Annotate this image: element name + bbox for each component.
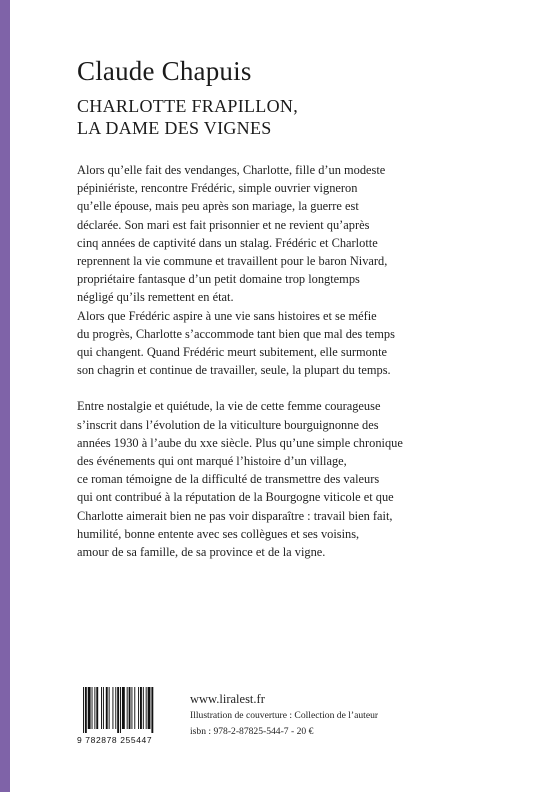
spine-band	[0, 0, 10, 792]
barcode-bar	[94, 687, 95, 729]
blurb-line: propriétaire fantasque d’un petit domaine trop longtemps	[77, 272, 360, 287]
barcode-bar	[96, 687, 98, 729]
blurb-paragraph-2	[77, 397, 492, 561]
barcode-bar	[146, 687, 147, 729]
barcode-bar	[134, 687, 135, 729]
barcode-bar	[148, 687, 151, 729]
author-name: Claude Chapuis	[77, 56, 252, 86]
isbn-price: isbn : 978-2-87825-544-7 - 20 €	[190, 726, 314, 737]
barcode-bar	[115, 687, 116, 729]
blurb-line: amour de sa famille, de sa province et de la vigne.	[77, 545, 326, 560]
blurb-line: qu’elle épouse, mais peu après son mariage, la guerre est	[77, 199, 359, 214]
book-title-line-2: LA DAME DES VIGNES	[77, 118, 272, 138]
blurb-line: cinq années de captivité dans un stalag. Frédéric et Charlotte	[77, 235, 378, 250]
blurb-paragraph-1	[77, 161, 492, 379]
blurb-line: pépiniériste, rencontre Frédéric, simple ouvrier vigneron	[77, 181, 358, 196]
publisher-info	[190, 690, 378, 740]
barcode-bar	[103, 687, 104, 729]
barcode-bar	[143, 687, 144, 729]
blurb-line: Charlotte aimerait bien ne pas voir disparaître : travail bien fait,	[77, 508, 393, 523]
barcode-bar	[127, 687, 128, 729]
blurb-line: humilité, bonne entente avec ses collègues et ses voisins,	[77, 526, 360, 541]
book-title	[77, 95, 298, 139]
barcode-bar	[85, 687, 87, 733]
blurb-line: ce roman témoigne de la difficulté de transmettre des valeurs	[77, 472, 380, 487]
barcode-bar	[112, 687, 113, 729]
barcode-bar	[83, 687, 84, 733]
barcode-bar	[117, 687, 119, 733]
blurb-line: s’inscrit dans l’évolution de la viticulture bourguignonne des	[77, 417, 379, 432]
barcode-digits: 9 782878 255447	[77, 735, 153, 745]
barcode-bar	[140, 687, 142, 729]
blurb-line: négligé qu’ils remettent en état.	[77, 290, 234, 305]
barcode-bar	[120, 687, 121, 733]
barcode-bar	[92, 687, 93, 729]
blurb-line: Alors que Frédéric aspire à une vie sans histoires et se méfie	[77, 308, 377, 323]
blurb-line: qui changent. Quand Frédéric meurt subitement, elle surmonte	[77, 345, 388, 360]
barcode-bar	[151, 687, 153, 733]
barcode-bar	[129, 687, 131, 729]
blurb-line: reprennent la vie commune et travaillent pour le baron Nivard,	[77, 254, 388, 269]
barcode-bar	[122, 687, 125, 729]
blurb-line: des événements qui ont marqué l’histoire d’un village,	[77, 454, 347, 469]
barcode-bar	[88, 687, 91, 729]
cover-credit: Illustration de couverture : Collection de l’auteur	[190, 710, 379, 721]
book-title-line-1: CHARLOTTE FRAPILLON,	[77, 96, 298, 116]
barcode-bar	[131, 687, 132, 729]
blurb-line: Entre nostalgie et quiétude, la vie de cette femme courageuse	[77, 399, 381, 414]
barcode-bar	[138, 687, 139, 729]
barcode-bars	[77, 687, 180, 733]
blurb-line: du progrès, Charlotte s’accommode tant bien que mal des temps	[77, 326, 395, 341]
blurb-line: Alors qu’elle fait des vendanges, Charlotte, fille d’un modeste	[77, 163, 386, 177]
paragraph-gap	[77, 379, 492, 397]
blurb-line: son chagrin et continue de travailler, seule, la plupart du temps.	[77, 363, 391, 378]
barcode-bar	[101, 687, 102, 729]
barcode-bar	[106, 687, 108, 729]
blurb-line: qui ont contribué à la réputation de la Bourgogne viticole et que	[77, 490, 394, 505]
barcode-bar	[109, 687, 110, 729]
blurb	[77, 161, 492, 561]
publisher-website[interactable]: www.liralest.fr	[190, 692, 265, 706]
blurb-line: déclarée. Son mari est fait prisonnier et ne revient qu’après	[77, 217, 370, 232]
blurb-line: années 1930 à l’aube du xxe siècle. Plus qu’une simple chronique	[77, 435, 403, 450]
